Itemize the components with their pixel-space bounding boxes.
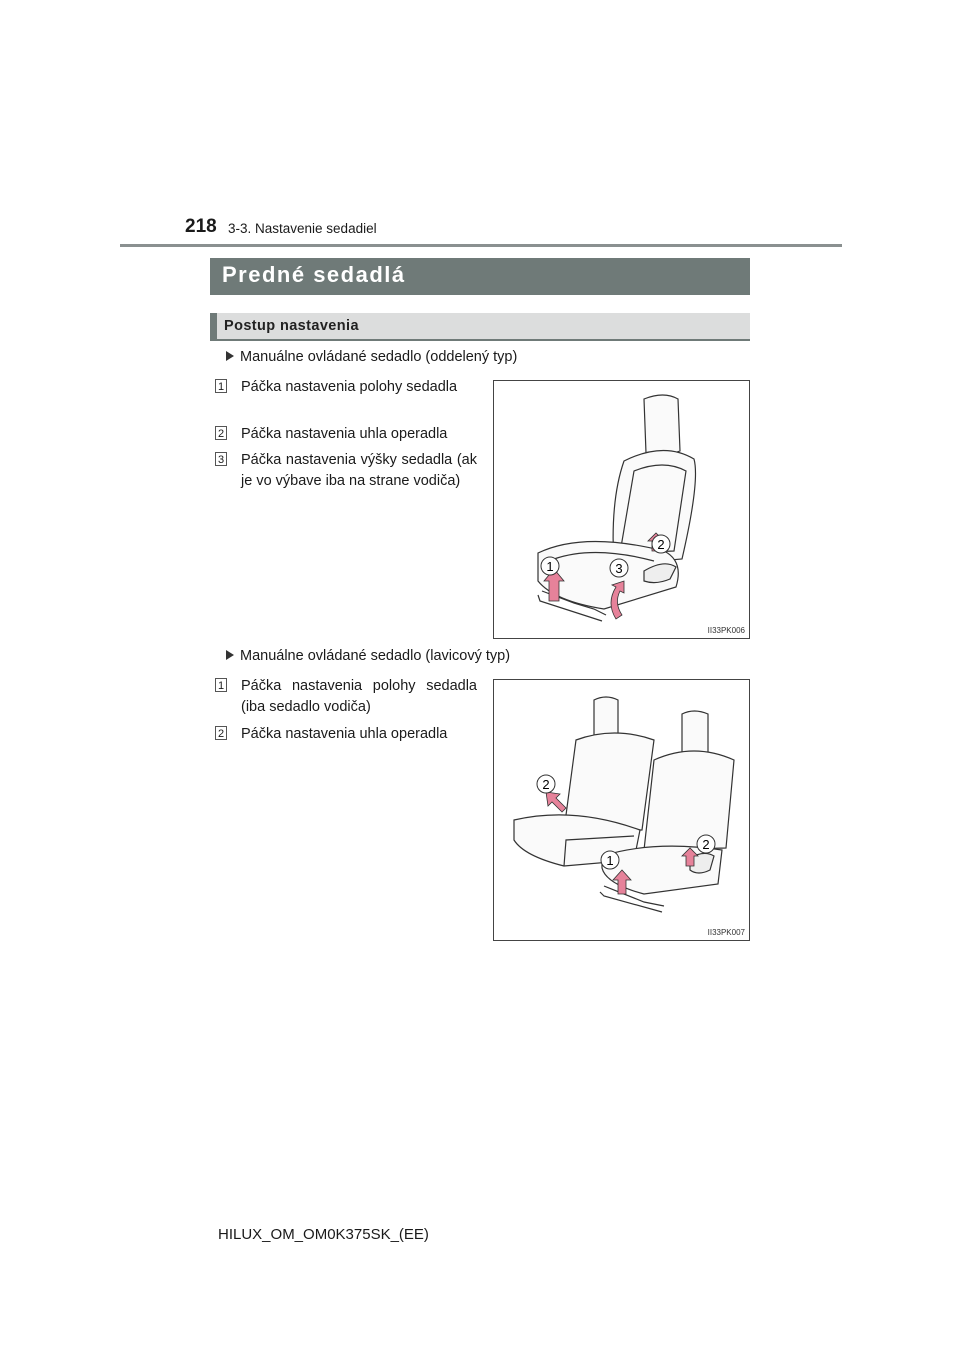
seat-drawing (494, 381, 750, 639)
bench-seat-drawing (494, 680, 750, 941)
item-text: Páčka nastavenia uhla operadla (241, 426, 448, 442)
callout-1: 1 (546, 559, 554, 574)
item-text: Páčka nastavenia uhla operadla (241, 726, 448, 742)
seat-illustration-bench (493, 679, 750, 941)
bench-type-heading: Manuálne ovládané sedadlo (lavicový typ) (226, 648, 510, 664)
subsection-title: Postup nastavenia (224, 318, 359, 334)
list-item (215, 676, 477, 718)
item-text: Páčka nastavenia polohy sedadla (241, 379, 458, 395)
footer-manual-code: HILUX_OM_OM0K375SK_(EE) (218, 1226, 429, 1243)
callout-1: 1 (606, 853, 614, 868)
list-item (215, 424, 477, 445)
item-number: 1 (215, 379, 227, 393)
chapter-title: 3-3. Nastavenie sedadiel (228, 221, 377, 236)
header-divider (120, 244, 842, 247)
triangle-bullet-icon (226, 650, 234, 660)
item-number: 3 (215, 452, 227, 466)
separate-type-heading: Manuálne ovládané sedadlo (oddelený typ) (226, 349, 517, 365)
callout-2-right: 2 (702, 837, 710, 852)
callout-2: 2 (542, 777, 550, 792)
triangle-bullet-icon (226, 351, 234, 361)
item-number: 2 (215, 726, 227, 740)
section-title: Predné sedadlá (222, 262, 406, 287)
list-item (215, 724, 477, 745)
figure-code: II33PK006 (707, 626, 745, 635)
callout-3: 3 (615, 561, 623, 576)
callout-2: 2 (657, 537, 665, 552)
list-item (215, 450, 477, 492)
figure-code: II33PK007 (707, 928, 745, 937)
page-number: 218 (185, 216, 217, 237)
item-number: 2 (215, 426, 227, 440)
item-text: Páčka nastavenia výšky sedadla (ak je vo výbave iba na strane vodiča) (241, 452, 477, 489)
item-text: Páčka nastavenia polohy sedadla (iba sedadlo vodiča) (241, 678, 477, 715)
subsection-accent (210, 313, 217, 341)
item-number: 1 (215, 678, 227, 692)
list-item (215, 377, 477, 398)
seat-illustration-separate (493, 380, 750, 639)
